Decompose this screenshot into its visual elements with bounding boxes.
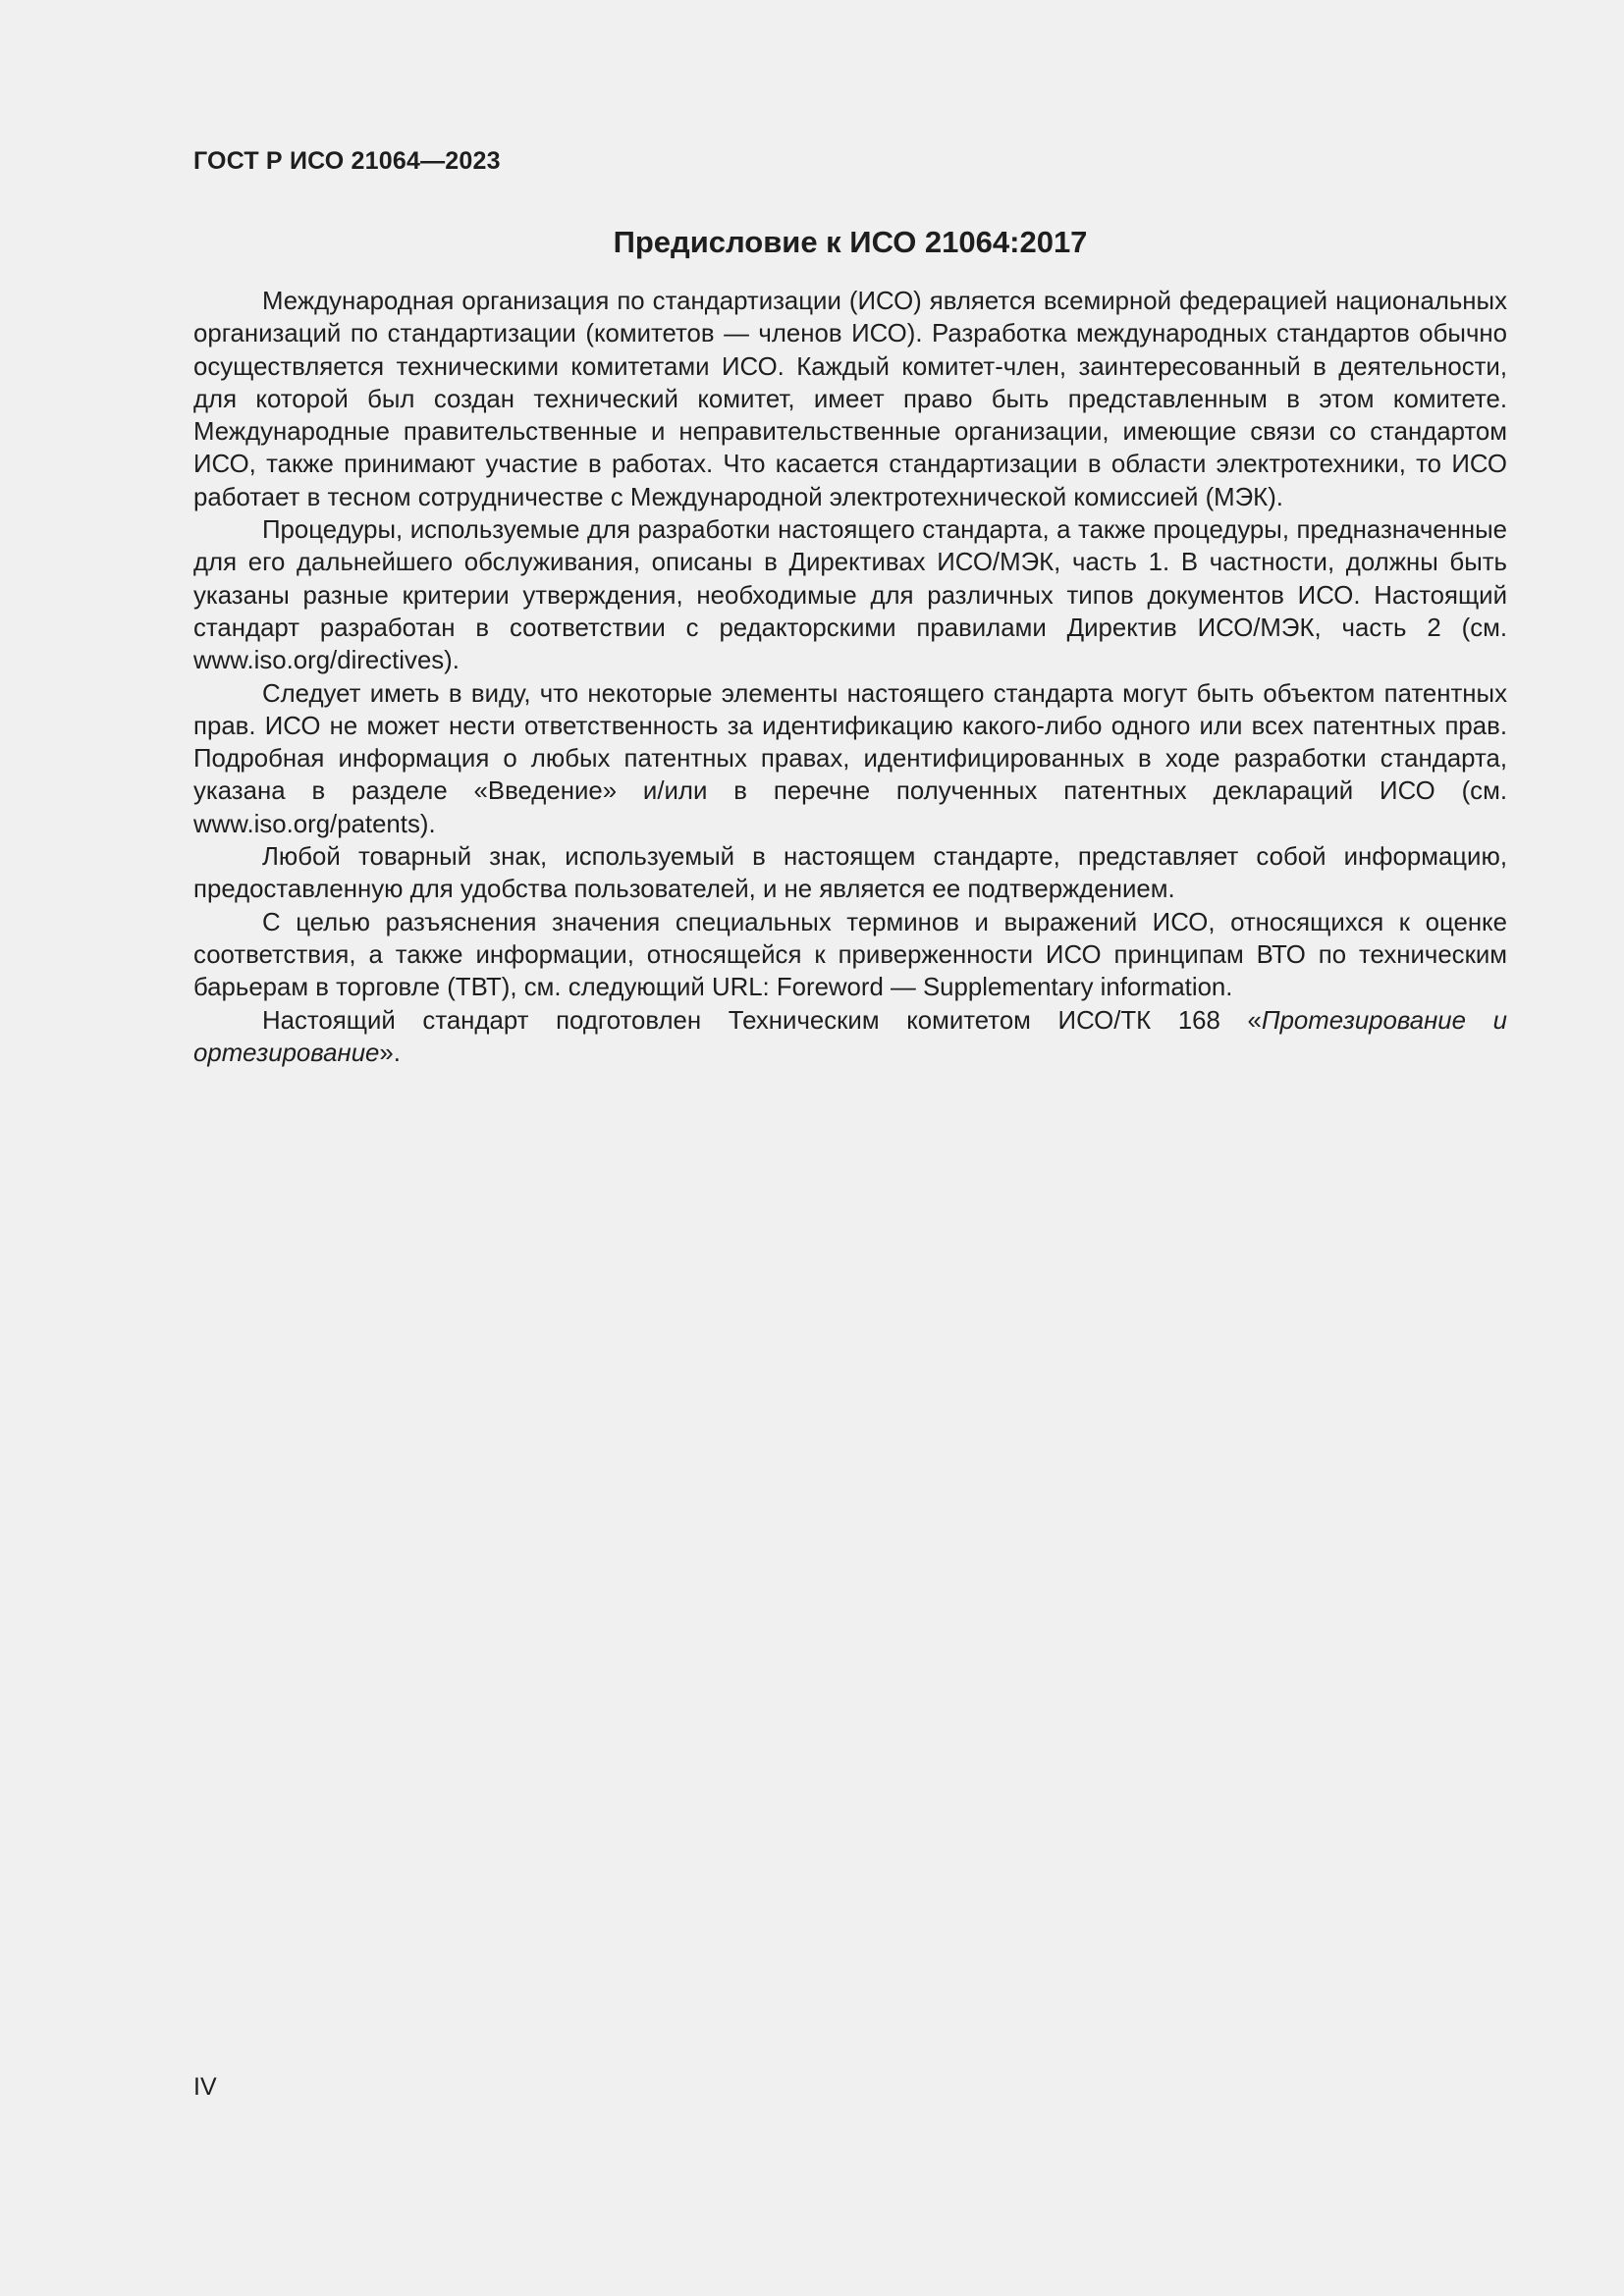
page-number: IV — [193, 2073, 217, 2101]
paragraph-3: Следует иметь в виду, что некоторые элементы настоящего стандарта могут быть объектом патентных прав. ИСО не может нести ответственность за идентификацию какого-либо одного или всех патентных прав. Подробная информация о любых патентных правах, идентифицированных в ходе разработки стандарта, указана в разделе «Введение» и/или в перечне полученных патентных деклараций ИСО (см. www.iso.org/patents). — [193, 679, 1507, 838]
page-title: Предисловие к ИСО 21064:2017 — [613, 225, 1088, 259]
standard-code-header: ГОСТ Р ИСО 21064—2023 — [193, 147, 501, 175]
paragraph-6-prefix: Настоящий стандарт подготовлен Техническим комитетом ИСО/ТК 168 « — [262, 1006, 1262, 1035]
paragraph-5: С целью разъяснения значения специальных терминов и выражений ИСО, относящихся к оценке соответствия, а также информации, относящейся к приверженности ИСО принципам ВТО по техническим барьерам в торговле (ТВТ), см. следующий URL: Foreword — Supplementary information. — [193, 908, 1507, 1002]
paragraph-6-suffix: ». — [379, 1039, 401, 1067]
paragraph-6 — [193, 1005, 1507, 1071]
committee-name: Протезирование и ортезирование — [193, 1006, 1507, 1067]
paragraph-1: Международная организация по стандартизации (ИСО) является всемирной федерацией национальных организаций по стандартизации (комитетов — членов ИСО). Разработка международных стандартов обычно осуществляется техническими комитетами ИСО. Каждый комитет-член, заинтересованный в деятельности, для которой был создан технический комитет, имеет право быть представленным в этом комитете. Международные правительственные и неправительственные организации, имеющие связи со стандартом ИСО, также принимают участие в работах. Что касается стандартизации в области электротехники, то ИСО работает в тесном сотрудничестве с Международной электротехнической комиссией (МЭК). — [193, 288, 1507, 511]
document-body — [193, 286, 1507, 1070]
paragraph-2: Процедуры, используемые для разработки настоящего стандарта, а также процедуры, предназначенные для его дальнейшего обслуживания, описаны в Директивах ИСО/МЭК, часть 1. В частности, должны быть указаны разные критерии утверждения, необходимые для различных типов документов ИСО. Настоящий стандарт разработан в соответствии с редакторскими правилами Директив ИСО/МЭК, часть 2 (см. www.iso.org/directives). — [193, 516, 1507, 675]
paragraph-4: Любой товарный знак, используемый в настоящем стандарте, представляет собой информацию, предоставленную для удобства пользователей, и не является ее подтверждением. — [193, 843, 1507, 904]
